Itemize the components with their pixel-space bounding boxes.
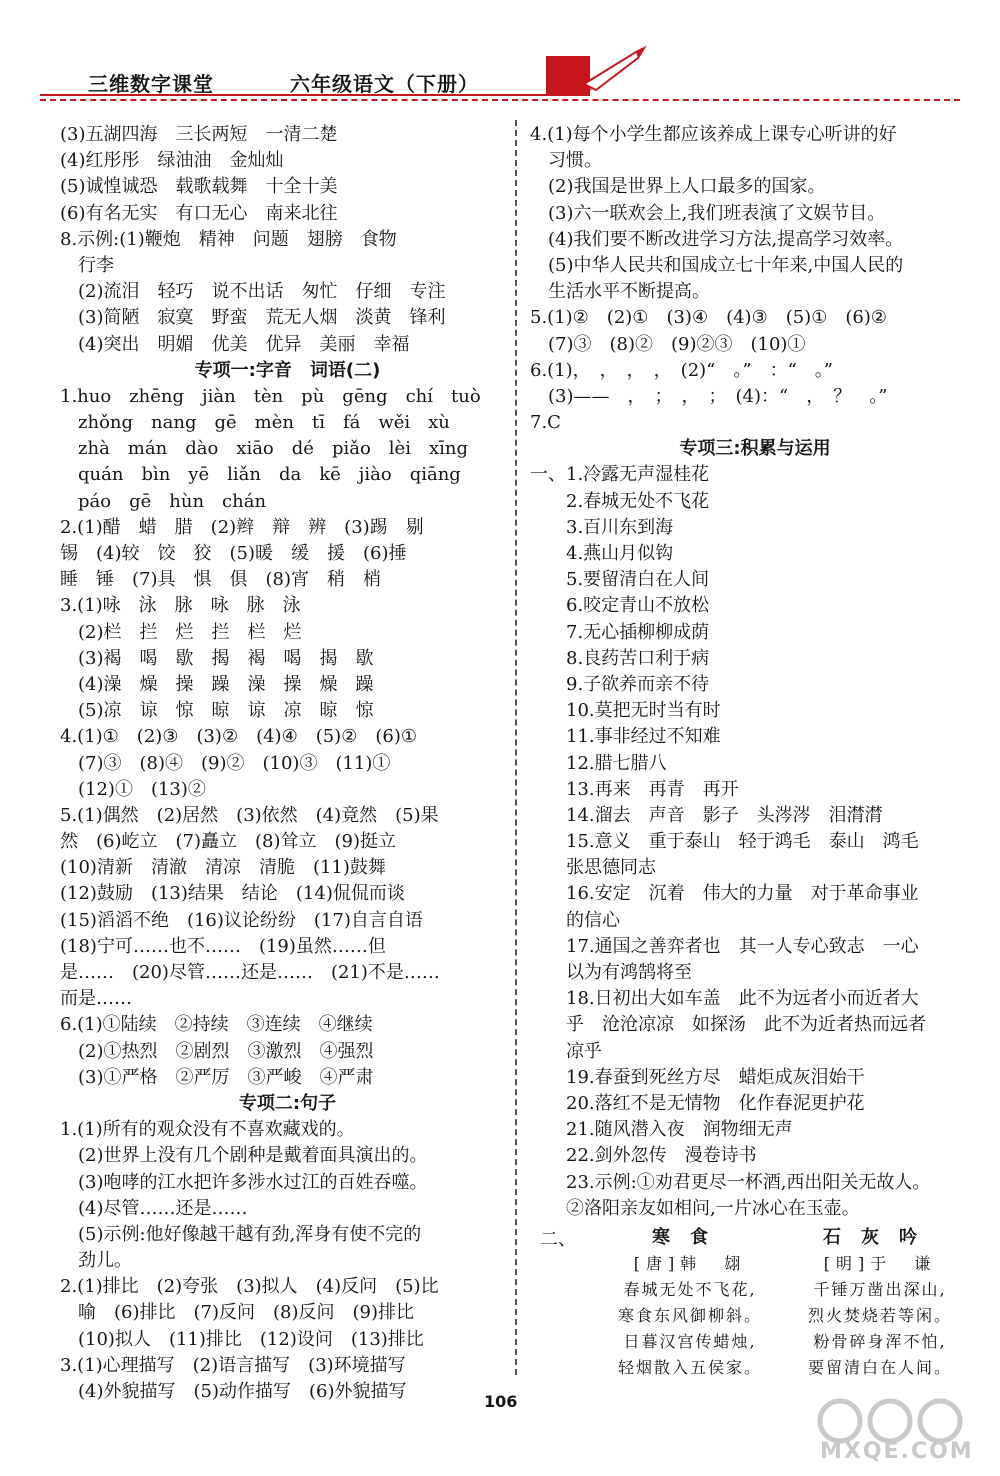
answer-line: 15.意义 重于泰山 轻于鸿毛 泰山 鸿毛 — [530, 831, 919, 853]
answer-line: (4)外貌描写 (5)动作描写 (6)外貌描写 — [60, 1381, 407, 1402]
poem-hanshi — [590, 1225, 790, 1381]
answer-line: 行李 — [60, 254, 114, 276]
answer-line: (3)褐 喝 歇 揭 褐 喝 揭 歇 — [60, 647, 374, 669]
answer-line: (4)我们要不断改进学习方法,提高学习效率。 — [530, 228, 904, 250]
answer-line: 5.(1)偶然 (2)居然 (3)依然 (4)竟然 (5)果 — [60, 804, 439, 826]
answer-line: (12)① (13)② — [60, 778, 206, 800]
answer-line: páo gē hùn chán — [60, 490, 267, 512]
answer-line: 一、1.冷露无声湿桂花 — [530, 464, 710, 486]
section-heading: 专项三:积累与运用 — [679, 438, 831, 460]
answer-line: 6.(1)①陆续 ②持续 ③连续 ④继续 — [60, 1014, 373, 1036]
left-column — [60, 122, 515, 1405]
answer-line: (3)五湖四海 三长两短 一清二楚 — [60, 124, 338, 145]
watermark-icon — [800, 1395, 980, 1445]
answer-line: 而是…… — [60, 988, 132, 1010]
answer-line: 4.(1)① (2)③ (3)② (4)④ (5)② (6)① — [60, 726, 417, 748]
answer-line: 2.(1)醋 蜡 腊 (2)辫 辩 辨 (3)踢 剔 — [60, 516, 424, 538]
poem-author: [唐]韩 翃 — [633, 1254, 747, 1273]
answer-line: 6.咬定青山不放松 — [530, 595, 710, 617]
answer-line: 张思德同志 — [530, 857, 656, 879]
answer-line: 3.(1)心理描写 (2)语言描写 (3)环境描写 — [60, 1354, 406, 1376]
answer-line: 7.C — [530, 412, 561, 434]
answer-line: 5.(1)② (2)① (3)④ (4)③ (5)① (6)② — [530, 307, 887, 329]
answer-line: (3)六一联欢会上,我们班表演了文娱节目。 — [530, 202, 886, 224]
poems-label: 二、 — [540, 1229, 576, 1250]
poem-author: [明]于 谦 — [823, 1254, 937, 1273]
answer-line: ②洛阳亲友如相问,一片冰心在玉壶。 — [530, 1197, 860, 1219]
answer-line: 18.日初出大如车盖 此不为远者小而近者大 — [530, 988, 919, 1010]
answer-line: (4)尽管……还是…… — [60, 1197, 248, 1219]
answer-line: 5.要留清白在人间 — [530, 569, 710, 591]
poem-shihuiyin — [780, 1225, 980, 1381]
poem-line: 寒食东风御柳斜。 — [617, 1306, 762, 1325]
answer-line: (2)流泪 轻巧 说不出话 匆忙 仔细 专注 — [60, 281, 446, 303]
answer-line: (2)①热烈 ②剧烈 ③激烈 ④强烈 — [60, 1040, 374, 1062]
poems-section — [530, 1223, 980, 1383]
answer-line: 8.良药苦口利于病 — [530, 647, 710, 669]
series-title: 三维数字课堂 — [88, 72, 214, 96]
poem-title: 石灰吟 — [823, 1227, 937, 1248]
answer-line: (3)咆哮的江水把许多涉水过江的百姓吞噬。 — [60, 1171, 428, 1193]
answer-line: (7)③ (8)② (9)②③ (10)① — [530, 333, 806, 355]
answer-line: 9.子欲养而亲不待 — [530, 673, 710, 695]
answer-line: (3)—— ， ； ， ； (4)：“ ， ？ 。” — [530, 385, 888, 407]
answer-line: 2.(1)排比 (2)夸张 (3)拟人 (4)反问 (5)比 — [60, 1276, 439, 1298]
watermark-logo — [800, 1395, 980, 1475]
poem-line: 日暮汉宫传蜡烛, — [623, 1332, 757, 1351]
poem-line: 春城无处不飞花, — [623, 1280, 757, 1299]
answer-line: 1.huo zhēng jiàn tèn pù gēng chí tuò — [60, 385, 481, 407]
answer-line: 12.腊七腊八 — [530, 752, 667, 774]
answer-line: 14.溜去 声音 影子 头涔涔 泪潸潸 — [530, 804, 883, 826]
answer-line: 19.春蚕到死丝方尽 蜡炬成灰泪始干 — [530, 1066, 865, 1088]
answer-line: 睡 锤 (7)具 惧 俱 (8)宵 稍 梢 — [60, 569, 381, 591]
answer-line: 17.通国之善弈者也 其一人专心致志 一心 — [530, 935, 919, 957]
poem-line: 粉骨碎身浑不怕, — [813, 1332, 947, 1351]
answer-line: 21.随风潜入夜 润物细无声 — [530, 1119, 793, 1141]
answer-line: (15)滔滔不绝 (16)议论纷纷 (17)自言自语 — [60, 909, 423, 931]
poem-line: 要留清白在人间。 — [807, 1358, 952, 1377]
answer-line: (6)有名无实 有口无心 南来北往 — [60, 202, 338, 224]
answer-line: (5)诚惶诚恐 载歌载舞 十全十美 — [60, 176, 338, 198]
answer-line: (7)③ (8)④ (9)② (10)③ (11)① — [60, 752, 391, 774]
answer-line: 4.(1)每个小学生都应该养成上课专心听讲的好 — [530, 124, 897, 145]
answer-line: (3)简陋 寂寞 野蛮 荒无人烟 淡黄 锋利 — [60, 307, 446, 329]
answer-line: 6.(1)， ， ， ， (2)“ 。” ：“ 。” — [530, 359, 833, 381]
answer-line: 11.事非经过不知难 — [530, 726, 721, 748]
answer-line: 乎 沧沧凉凉 如探汤 此不为近者热而远者 — [530, 1014, 926, 1036]
answer-line: 13.再来 再青 再开 — [530, 778, 739, 800]
answer-line: 23.示例:①劝君更尽一杯酒,西出阳关无故人。 — [530, 1171, 931, 1193]
answer-line: 1.(1)所有的观众没有不喜欢藏戏的。 — [60, 1119, 355, 1141]
answer-line: zhǒng nang gē mèn tī fá wěi xù — [60, 412, 450, 434]
answer-line: (10)拟人 (11)排比 (12)设问 (13)排比 — [60, 1328, 424, 1350]
answer-line: 凉乎 — [530, 1040, 602, 1062]
answer-line: 10.莫把无时当有时 — [530, 700, 721, 722]
rocket-logo-icon — [540, 40, 650, 100]
answer-line: (2)栏 拦 烂 拦 栏 烂 — [60, 621, 302, 643]
watermark-text: MXQE.COM — [820, 1439, 974, 1464]
answer-line: 习惯。 — [530, 150, 602, 172]
answer-line: (5)示例:他好像越干越有劲,浑身有使不完的 — [60, 1223, 422, 1245]
answer-line: (12)鼓励 (13)结果 结论 (14)侃侃而谈 — [60, 883, 405, 905]
answer-line: (4)红彤彤 绿油油 金灿灿 — [60, 150, 284, 172]
answer-line: 劲儿。 — [60, 1250, 132, 1272]
answer-line: 喻 (6)排比 (7)反问 (8)反问 (9)排比 — [60, 1302, 414, 1324]
poem-line: 千锤万凿出深山, — [813, 1280, 947, 1299]
section-heading: 专项一:字音 词语(二) — [194, 359, 381, 381]
answer-line: 20.落红不是无情物 化作春泥更护花 — [530, 1092, 865, 1114]
answer-line: 然 (6)屹立 (7)矗立 (8)耸立 (9)挺立 — [60, 831, 396, 853]
answer-line: zhà mán dào xiāo dé piǎo lèi xīng — [60, 438, 468, 460]
answer-line: (2)世界上没有几个剧种是戴着面具演出的。 — [60, 1145, 428, 1167]
answer-line: (18)宁可……也不…… (19)虽然……但 — [60, 935, 386, 957]
answer-line: (4)突出 明媚 优美 优异 美丽 幸福 — [60, 333, 410, 355]
answer-line: 的信心 — [530, 909, 620, 931]
answer-line: 以为有鸿鹄将至 — [530, 962, 692, 983]
answer-line: 锡 (4)较 饺 狡 (5)暖 缓 援 (6)捶 — [60, 543, 407, 564]
section-heading: 专项二:句子 — [238, 1092, 337, 1114]
answer-line: 7.无心插柳柳成荫 — [530, 621, 710, 643]
answer-line: (2)我国是世界上人口最多的国家。 — [530, 176, 826, 198]
answer-line: 22.剑外忽传 漫卷诗书 — [530, 1145, 757, 1167]
answer-line: 是…… (20)尽管……还是…… (21)不是…… — [60, 962, 440, 983]
answer-line: (4)澡 燥 操 躁 澡 操 燥 躁 — [60, 673, 374, 695]
page-header — [0, 0, 1000, 110]
poem-title: 寒食 — [652, 1227, 728, 1248]
column-divider — [515, 120, 517, 1375]
answer-line: (5)中华人民共和国成立七十年来,中国人民的 — [530, 254, 904, 276]
answer-line: 16.安定 沉着 伟大的力量 对于革命事业 — [530, 883, 919, 905]
answer-line: 2.春城无处不飞花 — [530, 490, 710, 512]
answer-line: (3)①严格 ②严厉 ③严峻 ④严肃 — [60, 1066, 374, 1088]
answer-line: 3.百川东到海 — [530, 516, 674, 538]
book-title: 六年级语文（下册） — [290, 72, 479, 96]
header-rule — [40, 94, 580, 96]
answer-line: 8.示例:(1)鞭炮 精神 问题 翅膀 食物 — [60, 228, 397, 250]
answer-line: quán bìn yē liǎn da kē jiào qiāng — [60, 464, 461, 486]
answer-line: (10)清新 清澈 清凉 清脆 (11)鼓舞 — [60, 857, 386, 879]
answer-line: 3.(1)咏 泳 脉 咏 脉 泳 — [60, 595, 301, 617]
poem-line: 烈火焚烧若等闲。 — [807, 1306, 952, 1325]
answer-line: 4.燕山月似钩 — [530, 543, 674, 564]
poem-line: 轻烟散入五侯家。 — [617, 1358, 762, 1377]
answer-line: (5)凉 谅 惊 晾 谅 凉 晾 惊 — [60, 700, 374, 722]
page-number: 106 — [484, 1392, 518, 1411]
answer-line: 生活水平不断提高。 — [530, 281, 710, 303]
header-dashed-rule — [40, 99, 960, 101]
right-column — [530, 122, 980, 1222]
